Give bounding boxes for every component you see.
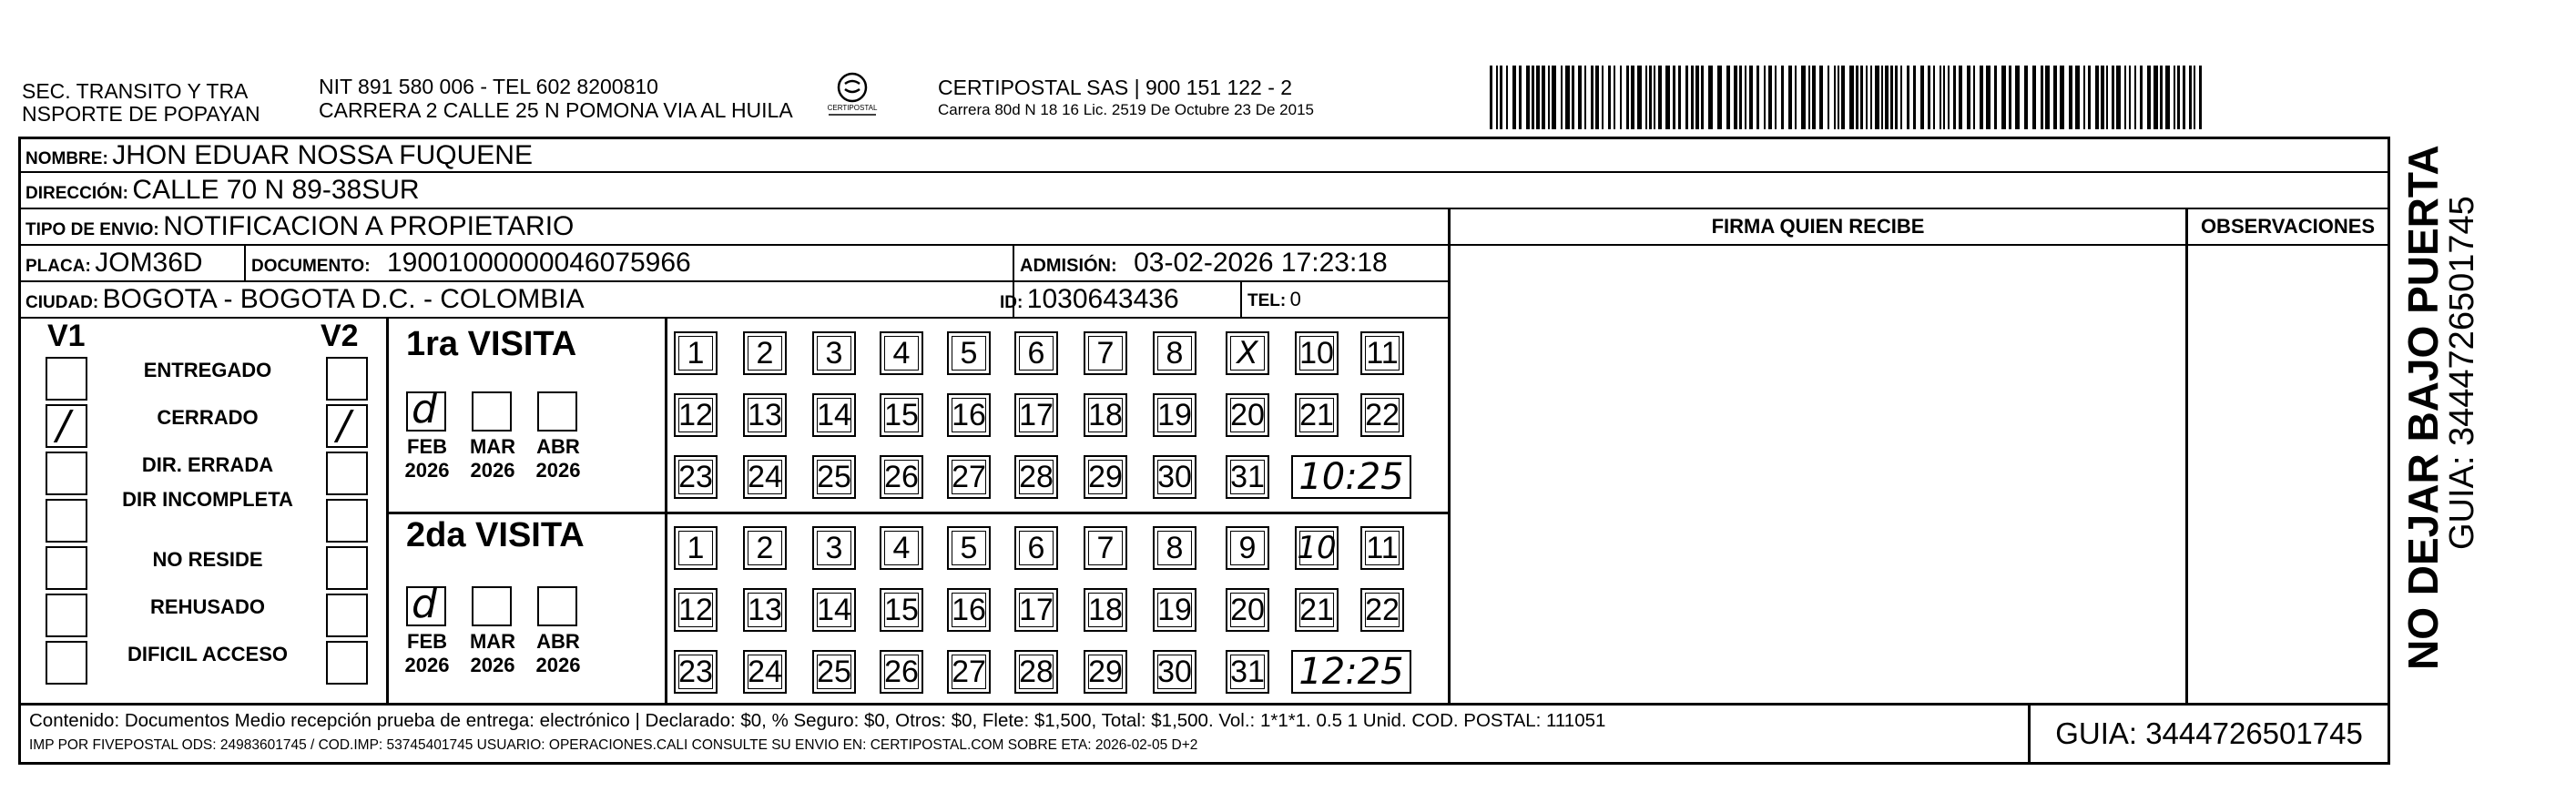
- ciudad-field: [25, 282, 585, 317]
- visit1-day-box[interactable]: [1295, 331, 1339, 375]
- visit1-day-box[interactable]: [1014, 455, 1058, 499]
- visit2-day-number: 26: [884, 655, 919, 689]
- visit2-day-box[interactable]: [1295, 588, 1339, 632]
- visit2-day-number: 15: [884, 593, 919, 627]
- nombre-value: JHON EDUAR NOSSA FUQUENE: [112, 140, 533, 170]
- visit1-day-number: 15: [884, 398, 919, 432]
- visit1-day-number: 20: [1230, 398, 1265, 432]
- direccion-value: CALLE 70 N 89-38SUR: [132, 175, 420, 205]
- visit2-month-checkbox[interactable]: [406, 581, 446, 627]
- placa-field: [25, 246, 203, 280]
- visit2-day-number: 14: [817, 593, 851, 627]
- admision-label: ADMISIÓN:: [1020, 256, 1117, 276]
- visit1-day-mark: X: [1237, 335, 1258, 371]
- visit1-day-number: 7: [1096, 336, 1115, 371]
- status-v1-checkbox[interactable]: [46, 357, 87, 401]
- status-v1-checkbox[interactable]: [46, 641, 87, 685]
- status-v2-checkbox[interactable]: [326, 499, 368, 543]
- visit2-day-box[interactable]: [1226, 588, 1269, 632]
- direccion-label: DIRECCIÓN:: [25, 184, 128, 203]
- status-v1-checkbox[interactable]: [46, 404, 87, 448]
- status-label: DIFICIL ACCESO: [127, 643, 288, 665]
- status-v2-checkbox[interactable]: [326, 641, 368, 685]
- visit2-day-number: 7: [1096, 531, 1115, 565]
- status-v1-mark: /: [56, 402, 70, 449]
- visit1-month-checkbox[interactable]: [406, 386, 446, 432]
- visit1-day-number: 2: [756, 336, 774, 371]
- status-label: REHUSADO: [150, 595, 265, 618]
- visit2-month-year: 2026: [404, 654, 450, 676]
- ciudad-label: CIUDAD:: [25, 293, 99, 312]
- visit2-day-box[interactable]: [1153, 650, 1196, 694]
- tel-value: 0: [1289, 288, 1301, 310]
- status-v2-checkbox[interactable]: [326, 546, 368, 590]
- status-v2-checkbox[interactable]: [326, 404, 368, 448]
- visit1-day-number: 3: [825, 336, 843, 371]
- visit1-time-value: 10:25: [1298, 456, 1404, 498]
- visit2-day-box[interactable]: [1084, 526, 1127, 570]
- visit1-day-box[interactable]: [743, 331, 787, 375]
- visit1-day-box[interactable]: [1226, 331, 1269, 375]
- visit1-day-box[interactable]: [1153, 393, 1196, 437]
- documento-label: DOCUMENTO:: [251, 257, 371, 276]
- tel-label: TEL:: [1247, 291, 1287, 310]
- visit1-day-box[interactable]: [812, 455, 856, 499]
- visit2-day-number: 9: [1238, 531, 1257, 565]
- visit2-month-name: MAR: [469, 630, 516, 653]
- visit2-month-label: [399, 630, 455, 677]
- visit2-day-box[interactable]: [674, 588, 718, 632]
- tipo-envio-value: NOTIFICACION A PROPIETARIO: [163, 211, 575, 241]
- placa-label: PLACA:: [25, 257, 91, 276]
- status-label: DIR INCOMPLETA: [122, 488, 293, 511]
- direccion-row: [25, 173, 420, 208]
- visit2-day-box[interactable]: [1153, 588, 1196, 632]
- visit1-day-box[interactable]: [1084, 331, 1127, 375]
- visit1-day-box[interactable]: [1153, 455, 1196, 499]
- documento-field: [251, 246, 691, 280]
- visit1-month-label: [464, 435, 521, 482]
- visit1-day-number: 30: [1157, 460, 1192, 494]
- visit2-day-box[interactable]: [1226, 526, 1269, 570]
- id-label: ID:: [1000, 293, 1023, 312]
- visit2-month-name: FEB: [407, 630, 447, 653]
- visit1-day-number: 13: [748, 398, 782, 432]
- admision-value: 03-02-2026 17:23:18: [1134, 248, 1388, 278]
- visit1-day-number: 10: [1299, 336, 1334, 371]
- visit1-day-box[interactable]: [1360, 331, 1404, 375]
- visit2-day-number: 24: [748, 655, 782, 689]
- visit1-day-box[interactable]: [1014, 331, 1058, 375]
- visit2-day-mark: 10: [1297, 530, 1337, 566]
- visit2-day-number: 29: [1088, 655, 1123, 689]
- status-label: NO RESIDE: [152, 548, 263, 571]
- visit1-day-number: 25: [817, 460, 851, 494]
- visit1-day-box[interactable]: [1226, 455, 1269, 499]
- status-v1-checkbox[interactable]: [46, 499, 87, 543]
- visit2-day-number: 8: [1166, 531, 1184, 565]
- documento-value: 19001000000046075966: [387, 248, 691, 278]
- visit2-day-box[interactable]: [1360, 526, 1404, 570]
- visit2-day-number: 22: [1365, 593, 1400, 627]
- visit1-day-box[interactable]: [880, 455, 923, 499]
- visit1-day-number: 28: [1019, 460, 1054, 494]
- visit2-day-number: 13: [748, 593, 782, 627]
- visit1-day-box[interactable]: [1226, 393, 1269, 437]
- admision-field: [1020, 246, 1388, 280]
- visit2-month-label: [530, 630, 586, 677]
- visit2-day-number: 27: [952, 655, 986, 689]
- visit2-day-box[interactable]: [812, 650, 856, 694]
- visit2-month-label: [464, 630, 521, 677]
- visit2-day-box[interactable]: [743, 588, 787, 632]
- visit1-day-box[interactable]: [1084, 455, 1127, 499]
- visit2-day-number: 3: [825, 531, 843, 565]
- visit1-day-number: 12: [678, 398, 713, 432]
- visit2-day-box[interactable]: [1014, 526, 1058, 570]
- visit2-day-number: 30: [1157, 655, 1192, 689]
- visit1-day-box[interactable]: [674, 455, 718, 499]
- observaciones-header: OBSERVACIONES: [2200, 215, 2376, 238]
- status-v2-checkbox[interactable]: [326, 357, 368, 401]
- visit2-day-box[interactable]: [743, 526, 787, 570]
- visit1-day-number: 8: [1166, 336, 1184, 371]
- visit2-day-box[interactable]: [947, 650, 991, 694]
- side-guia: GUIA: 3444726501745: [2443, 196, 2481, 550]
- visit2-day-box[interactable]: [812, 588, 856, 632]
- status-v2-checkbox[interactable]: [326, 452, 368, 495]
- visit2-time-box[interactable]: [1291, 650, 1411, 694]
- visit1-day-box[interactable]: [880, 331, 923, 375]
- visit2-day-number: 6: [1027, 531, 1045, 565]
- visit1-day-number: 23: [678, 460, 713, 494]
- visit2-day-box[interactable]: [1084, 650, 1127, 694]
- visit1-day-number: 5: [960, 336, 978, 371]
- id-value: 1030643436: [1026, 284, 1179, 314]
- visit1-day-number: 18: [1088, 398, 1123, 432]
- visit2-day-number: 5: [960, 531, 978, 565]
- visit2-day-number: 2: [756, 531, 774, 565]
- status-v1-checkbox[interactable]: [46, 452, 87, 495]
- placa-value: JOM36D: [95, 248, 203, 278]
- visit2-day-number: 4: [892, 531, 911, 565]
- imp-text: IMP POR FIVEPOSTAL ODS: 24983601745 / COD.IMP: 53745401745 USUARIO: OPERACIONES.CALI CONSULTE SU ENVIO EN: CERTIPOSTAL.COM SOBRE ETA: 2026-02-05 D+2: [29, 737, 1198, 753]
- visit1-day-number: 19: [1157, 398, 1192, 432]
- visit1-day-box[interactable]: [812, 331, 856, 375]
- ciudad-value: BOGOTA - BOGOTA D.C. - COLOMBIA: [102, 284, 585, 314]
- sender-name: SEC. TRANSITO Y TRA NSPORTE DE POPAYAN: [22, 79, 260, 126]
- visit2-day-number: 16: [952, 593, 986, 627]
- visit2-month-year: 2026: [470, 654, 515, 676]
- visit1-month-year: 2026: [470, 459, 515, 482]
- status-label: ENTREGADO: [143, 359, 272, 381]
- company-info: CERTIPOSTAL SAS | 900 151 122 - 2 Carrera 80d N 18 16 Lic. 2519 De Octubre 23 De 2015: [938, 76, 1314, 118]
- visit2-day-number: 31: [1230, 655, 1265, 689]
- visit1-day-box[interactable]: [1153, 331, 1196, 375]
- visit2-day-box[interactable]: [674, 650, 718, 694]
- visit1-day-box[interactable]: [880, 393, 923, 437]
- status-v2-checkbox[interactable]: [326, 594, 368, 637]
- visit2-day-box[interactable]: [880, 588, 923, 632]
- visit1-day-number: 29: [1088, 460, 1123, 494]
- visit2-day-number: 1: [687, 531, 705, 565]
- visit2-month-name: ABR: [536, 630, 580, 653]
- visit1-day-box[interactable]: [812, 393, 856, 437]
- visit2-day-number: 19: [1157, 593, 1192, 627]
- tipo-envio-label: TIPO DE ENVIO:: [25, 220, 159, 239]
- visit1-day-box[interactable]: [674, 393, 718, 437]
- visit1-day-number: 27: [952, 460, 986, 494]
- tipo-envio-row: [25, 209, 574, 244]
- visit2-day-box[interactable]: [880, 650, 923, 694]
- visit2-day-box[interactable]: [1360, 588, 1404, 632]
- visit1-month-checkbox[interactable]: [537, 391, 577, 432]
- no-dejar-bajo-puerta: NO DEJAR BAJO PUERTA: [2399, 145, 2447, 670]
- visit1-day-number: 11: [1366, 336, 1399, 371]
- visit2-day-box[interactable]: [1084, 588, 1127, 632]
- visit2-day-box[interactable]: [674, 526, 718, 570]
- status-label: CERRADO: [157, 406, 259, 429]
- visit1-day-box[interactable]: [1360, 393, 1404, 437]
- visit1-month-name: ABR: [536, 435, 580, 458]
- visit2-day-box[interactable]: [1295, 526, 1339, 570]
- visit1-month-mark: d: [412, 386, 437, 432]
- visit1-day-number: 1: [687, 336, 705, 371]
- visit2-day-box[interactable]: [880, 526, 923, 570]
- status-v1-checkbox[interactable]: [46, 546, 87, 590]
- visit2-day-box[interactable]: [1226, 650, 1269, 694]
- visit2-day-number: 12: [678, 593, 713, 627]
- visit1-day-number: 14: [817, 398, 851, 432]
- visit1-day-box[interactable]: [947, 455, 991, 499]
- visit2-month-mark: d: [412, 581, 437, 627]
- visit2-day-number: 11: [1366, 531, 1399, 565]
- visit1-day-number: 21: [1299, 398, 1334, 432]
- visit2-day-number: 17: [1019, 593, 1054, 627]
- visit1-day-box[interactable]: [674, 331, 718, 375]
- visit1-month-checkbox[interactable]: [472, 391, 512, 432]
- status-v1-checkbox[interactable]: [46, 594, 87, 637]
- visit1-day-number: 16: [952, 398, 986, 432]
- visit2-day-box[interactable]: [947, 526, 991, 570]
- visit1-day-box[interactable]: [1014, 393, 1058, 437]
- visit2-day-number: 23: [678, 655, 713, 689]
- visit1-day-box[interactable]: [1084, 393, 1127, 437]
- visit2-day-number: 25: [817, 655, 851, 689]
- visit1-month-name: FEB: [407, 435, 447, 458]
- footer-guia: GUIA: 3444726501745: [2055, 716, 2363, 750]
- visit1-day-box[interactable]: [743, 455, 787, 499]
- contenido-text: Contenido: Documentos Medio recepción prueba de entrega: electrónico | Declarado: $0, % Seguro: $0, Otros: $0, Flete: $1,500, Total: $1,500. Vol.: 1*1*1. 0.5 1 Unid. COD. POSTAL: 111051: [29, 710, 1606, 731]
- sender-nit: NIT 891 580 006 - TEL 602 8200810 CARRERA 2 CALLE 25 N POMONA VIA AL HUILA: [319, 75, 793, 122]
- visit1-month-year: 2026: [535, 459, 581, 482]
- visit2-day-number: 18: [1088, 593, 1123, 627]
- visit1-day-box[interactable]: [947, 331, 991, 375]
- visit2-month-year: 2026: [535, 654, 581, 676]
- id-field: [1000, 282, 1179, 317]
- status-label: DIR. ERRADA: [141, 453, 274, 476]
- barcode: [1490, 66, 2209, 129]
- visit2-day-number: 20: [1230, 593, 1265, 627]
- visit2-month-checkbox[interactable]: [472, 586, 512, 626]
- visit2-day-box[interactable]: [1014, 588, 1058, 632]
- firma-header: FIRMA QUIEN RECIBE: [1711, 215, 1925, 238]
- visit1-day-number: 17: [1019, 398, 1054, 432]
- nombre-label: NOMBRE:: [25, 149, 108, 168]
- v1-label: V1: [47, 319, 86, 353]
- visit2-month-checkbox[interactable]: [537, 586, 577, 626]
- tel-field: [1247, 282, 1301, 317]
- visit1-title: 1ra VISITA: [406, 325, 577, 363]
- visit1-month-name: MAR: [469, 435, 516, 458]
- visit1-month-label: [530, 435, 586, 482]
- visit2-day-box[interactable]: [1014, 650, 1058, 694]
- visit2-day-box[interactable]: [812, 526, 856, 570]
- visit1-day-number: 4: [892, 336, 911, 371]
- visit2-title: 2da VISITA: [406, 516, 585, 554]
- visit1-day-number: 31: [1230, 460, 1265, 494]
- v2-label: V2: [321, 319, 359, 353]
- visit1-day-number: 26: [884, 460, 919, 494]
- visit2-time-value: 12:25: [1298, 651, 1404, 693]
- visit2-day-number: 21: [1299, 593, 1334, 627]
- visit1-month-year: 2026: [404, 459, 450, 482]
- certipostal-logo: CERTIPOSTAL: [825, 69, 880, 122]
- nombre-row: [25, 139, 533, 171]
- visit2-day-box[interactable]: [1153, 526, 1196, 570]
- visit1-day-number: 6: [1027, 336, 1045, 371]
- visit1-day-box[interactable]: [1295, 393, 1339, 437]
- visit2-day-number: 28: [1019, 655, 1054, 689]
- visit1-day-box[interactable]: [743, 393, 787, 437]
- visit2-day-box[interactable]: [743, 650, 787, 694]
- visit1-day-number: 24: [748, 460, 782, 494]
- visit1-month-label: [399, 435, 455, 482]
- visit1-day-box[interactable]: [947, 393, 991, 437]
- visit1-time-box[interactable]: [1291, 455, 1411, 499]
- status-v2-mark: /: [337, 402, 351, 449]
- visit2-day-box[interactable]: [947, 588, 991, 632]
- visit1-day-number: 22: [1365, 398, 1400, 432]
